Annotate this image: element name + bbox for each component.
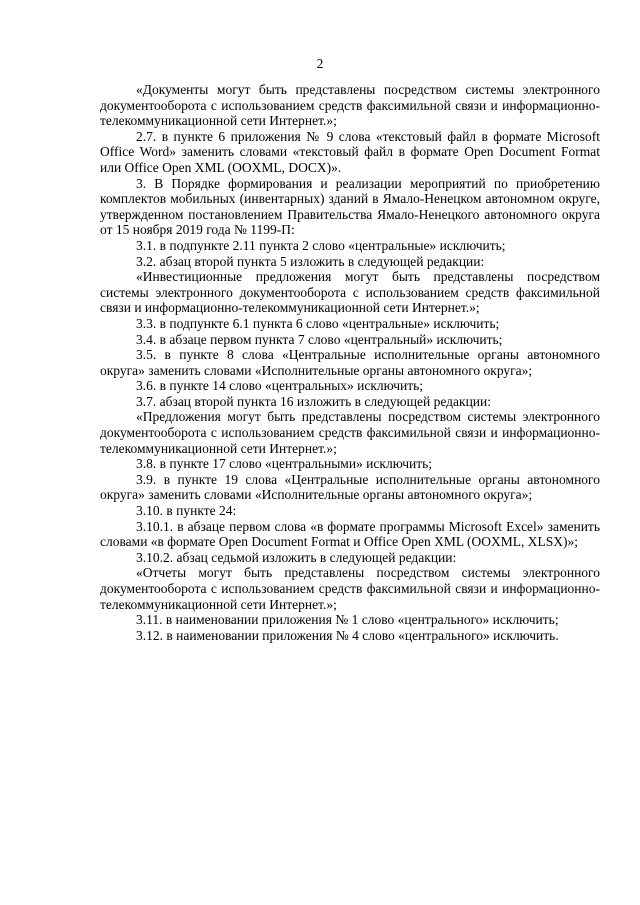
paragraph-3: 3. В Порядке формирования и реализации мероприятий по приобретению комплектов мобильных (инвентарных) зданий в Ямало-Ненецком автономном округе, утвержденном постановлением Правительства Ямало-Ненецкого автономного округа от 15 ноября 2019 года № 1199-П: [100, 175, 600, 238]
paragraph-quote-documents: «Документы могут быть представлены посредством системы электронного документооборота с использованием средств факсимильной связи и информационно-телекоммуникационной сети Интернет.»; [100, 82, 600, 129]
paragraph-3-4: 3.4. в абзаце первом пункта 7 слово «центральный» исключить; [136, 331, 503, 347]
page-number: 2 [316, 56, 324, 71]
paragraph-3-8: 3.8. в пункте 17 слово «центральными» исключить; [136, 456, 433, 472]
paragraph-3-10: 3.10. в пункте 24: [136, 503, 237, 519]
paragraph-quote-reports: «Отчеты могут быть представлены посредством системы электронного документооборота с использованием средств факсимильной связи и информационно-телекоммуникационной сети Интернет.»; [100, 565, 600, 612]
paragraph-quote-proposals: «Предложения могут быть представлены посредством системы электронного документооборота с использованием средств факсимильной связи и информационно-телекоммуникационной сети Интернет.»; [100, 409, 600, 456]
paragraph-3-3: 3.3. в подпункте 6.1 пункта 6 слово «центральные» исключить; [136, 315, 500, 331]
document-body [100, 82, 600, 643]
paragraph-3-2: 3.2. абзац второй пункта 5 изложить в следующей редакции: [136, 253, 485, 269]
paragraph-2-7: 2.7. в пункте 6 приложения № 9 слова «текстовый файл в формате Microsoft Office Word» заменить словами «текстовый файл в формате Open Document Format или Office Open XML (OOXML, DOCX)». [100, 128, 600, 175]
paragraph-3-5: 3.5. в пункте 8 слова «Центральные исполнительные органы автономного округа» заменить словами «Исполнительные органы автономного округа»; [100, 347, 600, 378]
paragraph-3-10-2: 3.10.2. абзац седьмой изложить в следующей редакции: [136, 549, 457, 565]
paragraph-3-10-1: 3.10.1. в абзаце первом слова «в формате программы Microsoft Excel» заменить словами «в формате Open Document Format и Office Open XML (OOXML, XLSX)»; [100, 518, 600, 550]
paragraph-3-7: 3.7. абзац второй пункта 16 изложить в следующей редакции: [136, 393, 491, 409]
paragraph-3-11: 3.11. в наименовании приложения № 1 слово «центрального» исключить; [136, 612, 559, 628]
paragraph-3-1: 3.1. в подпункте 2.11 пункта 2 слово «центральные» исключить; [136, 237, 506, 253]
paragraph-quote-investment: «Инвестиционные предложения могут быть представлены посредством системы электронного документооборота с использованием средств факсимильной связи и информационно-телекоммуникационной сети Интернет.»; [100, 269, 600, 316]
paragraph-3-9: 3.9. в пункте 19 слова «Центральные исполнительные органы автономного округа» заменить словами «Исполнительные органы автономного округа»; [100, 471, 600, 503]
paragraph-3-12: 3.12. в наименовании приложения № 4 слово «центрального» исключить. [136, 627, 559, 643]
paragraph-3-6: 3.6. в пункте 14 слово «центральных» исключить; [136, 378, 424, 394]
